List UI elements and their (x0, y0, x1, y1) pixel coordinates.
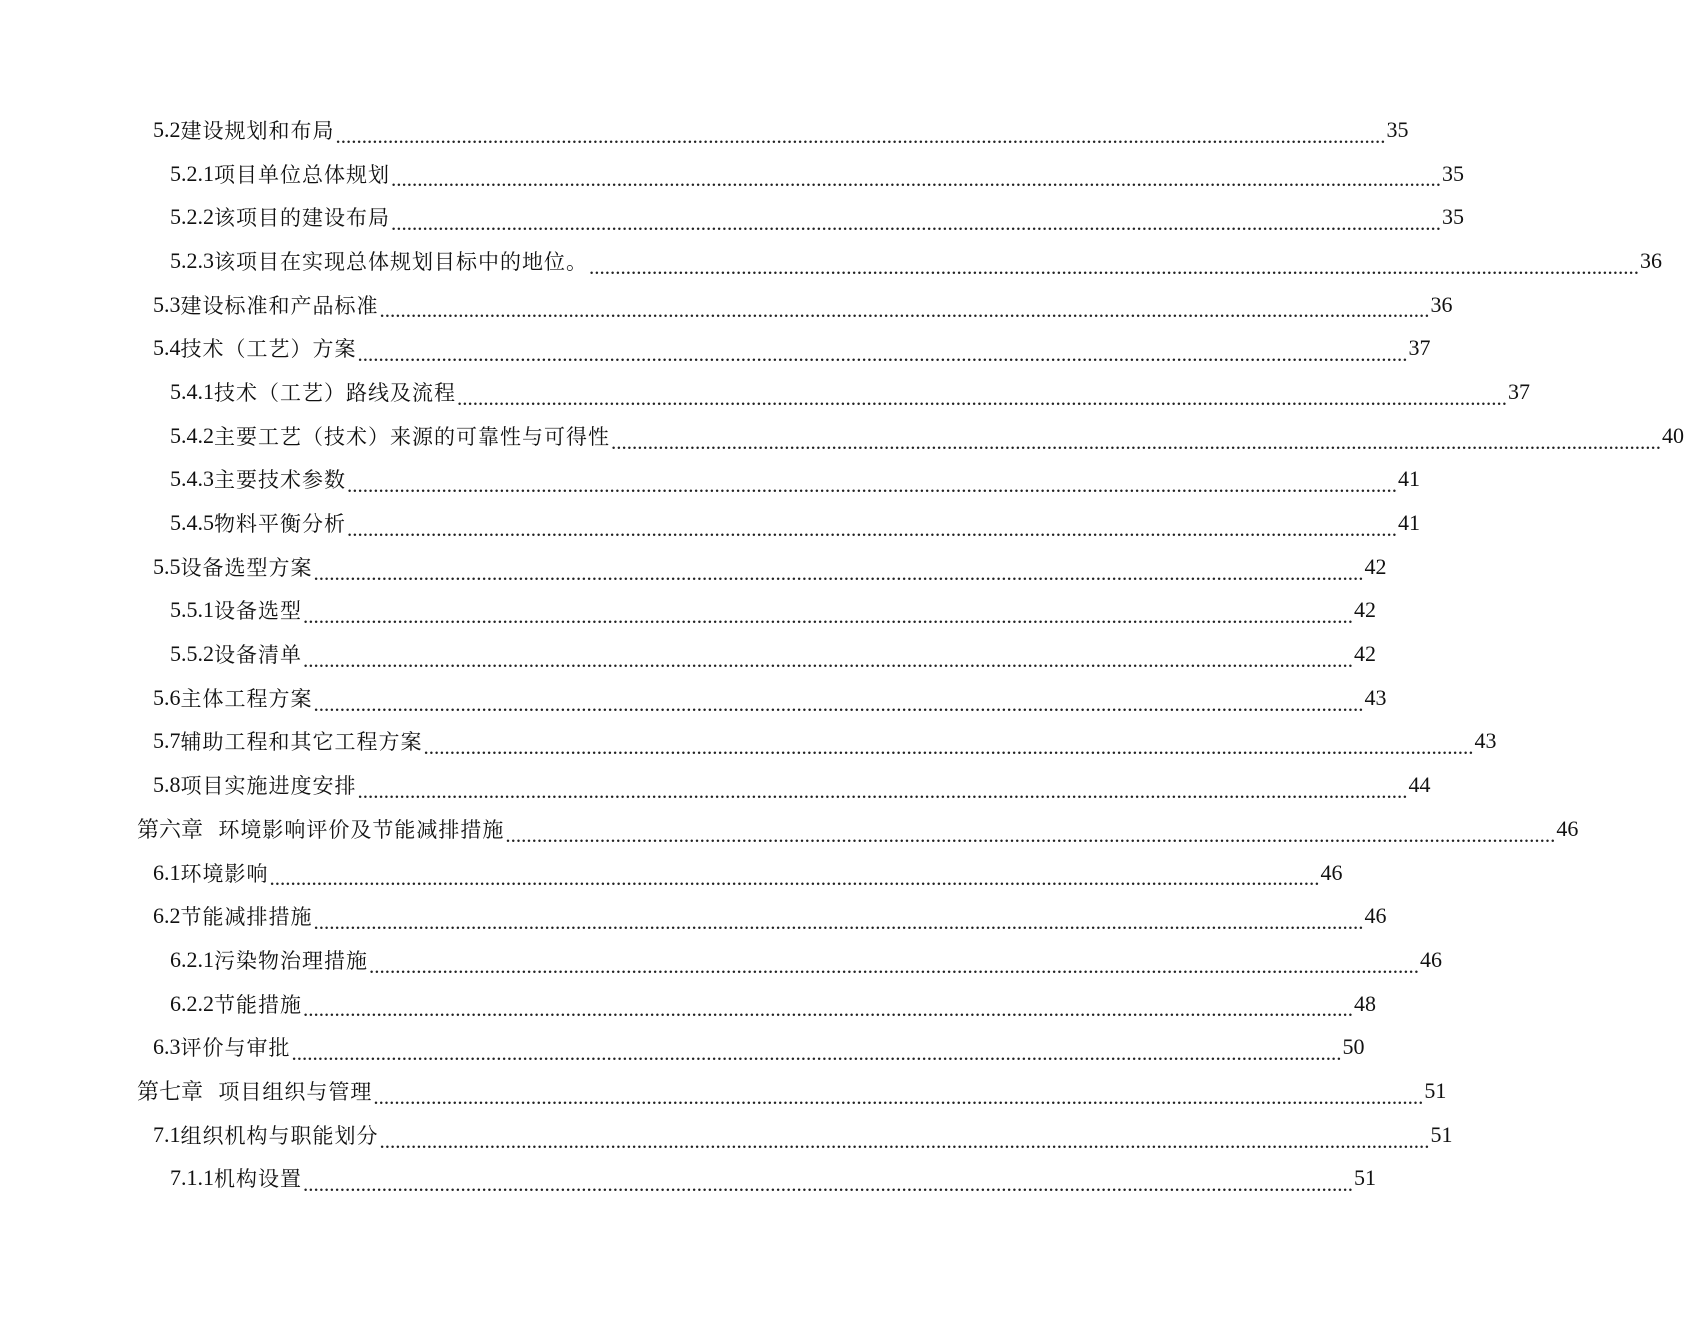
toc-entry-number: 5.4.1 (170, 378, 214, 404)
toc-dot-leader: ........................................................................................................................................................................................................ (589, 254, 1639, 279)
toc-entry-title: 项目单位总体规划 (214, 162, 390, 187)
toc-entry-title: 机构设置 (214, 1167, 302, 1192)
toc-entry-title: 环境影响 (180, 861, 269, 886)
toc-chapter-number: 第七章 (137, 1079, 204, 1105)
toc-entry[interactable] (0, 545, 1387, 589)
toc-entry[interactable] (0, 763, 1431, 807)
toc-entry[interactable] (0, 370, 1530, 414)
toc-dot-leader: ........................................................................................................................................................................................................ (335, 123, 1386, 148)
toc-dot-leader: ........................................................................................................................................................................................................ (347, 473, 1397, 498)
toc-entry[interactable] (0, 1157, 1376, 1201)
toc-entry-number: 5.5 (153, 553, 181, 579)
toc-entry-page: 37 (1508, 378, 1530, 404)
toc-entry-page: 46 (1320, 859, 1343, 885)
toc-entry[interactable] (0, 108, 1409, 152)
toc-entry-number: 5.5.2 (170, 641, 214, 667)
toc-entry-title: 物料平衡分析 (214, 512, 346, 537)
toc-entry-page: 41 (1398, 510, 1420, 536)
toc-entry[interactable] (0, 851, 1343, 895)
toc-entry-title: 节能减排措施 (180, 905, 313, 930)
toc-dot-leader: ........................................................................................................................................................................................................ (313, 560, 1364, 585)
toc-entry-title: 组织机构与职能划分 (180, 1123, 379, 1148)
toc-dot-leader: ........................................................................................................................................................................................................ (391, 211, 1441, 236)
toc-entry-number: 6.2.2 (170, 990, 214, 1016)
toc-dot-leader: ........................................................................................................................................................................................................ (313, 910, 1364, 935)
toc-dot-leader: ........................................................................................................................................................................................................ (423, 735, 1474, 760)
toc-entry-number: 6.2.1 (170, 946, 214, 972)
toc-entry-number: 7.1 (153, 1121, 181, 1147)
toc-entry[interactable] (0, 195, 1464, 239)
toc-entry-title: 辅助工程和其它工程方案 (180, 730, 423, 755)
toc-entry-page: 46 (1420, 946, 1442, 972)
toc-entry-page: 35 (1386, 116, 1409, 142)
toc-entry[interactable] (0, 414, 1684, 458)
toc-entry-number: 5.4.5 (170, 510, 214, 536)
toc-entry-number: 5.6 (153, 684, 181, 710)
toc-entry-page: 44 (1408, 772, 1431, 798)
toc-dot-leader: ........................................................................................................................................................................................................ (357, 342, 1408, 367)
toc-dot-leader: ........................................................................................................................................................................................................ (357, 779, 1408, 803)
toc-entry-page: 51 (1354, 1165, 1376, 1191)
toc-entry-number: 5.7 (153, 728, 181, 754)
toc-entry-title: 设备选型 (214, 599, 302, 624)
toc-entry-number: 5.2.2 (170, 204, 214, 230)
toc-entry-page: 35 (1442, 160, 1464, 186)
toc-entry-page: 43 (1364, 684, 1387, 710)
toc-entry[interactable] (0, 1025, 1365, 1069)
toc-dot-leader: ........................................................................................................................................................................................................ (303, 647, 1353, 672)
toc-entry-title: 该项目的建设布局 (214, 206, 390, 231)
toc-entry-page: 37 (1408, 335, 1431, 361)
toc-entry-title: 建设规划和布局 (180, 118, 335, 143)
toc-entry-number: 5.4.3 (170, 466, 214, 492)
toc-entry[interactable] (0, 982, 1376, 1026)
toc-entry[interactable] (0, 326, 1431, 370)
toc-entry-page: 51 (1430, 1121, 1453, 1147)
toc-entry[interactable] (0, 938, 1442, 982)
toc-dot-leader: ........................................................................................................................................................................................................ (457, 385, 1507, 410)
toc-entry-number: 7.1.1 (170, 1165, 214, 1191)
toc-entry-title: 环境影响评价及节能减排措施 (203, 817, 505, 842)
toc-entry-title: 项目实施进度安排 (180, 774, 357, 799)
toc-entry-number: 5.2 (153, 116, 181, 142)
toc-entry-title: 技术（工艺）方案 (180, 337, 357, 362)
toc-entry-title: 污染物治理措施 (214, 948, 368, 973)
toc-entry-page: 42 (1364, 553, 1387, 579)
toc-entry-page: 36 (1640, 247, 1662, 273)
table-of-contents (0, 108, 1684, 1200)
toc-entry-title: 该项目在实现总体规划目标中的地位。 (214, 249, 588, 274)
toc-entry-title: 技术（工艺）路线及流程 (214, 380, 456, 405)
toc-entry-title: 主要技术参数 (214, 468, 346, 493)
toc-entry-title: 设备选型方案 (180, 555, 313, 580)
toc-dot-leader: ........................................................................................................................................................................................................ (347, 516, 1397, 541)
toc-dot-leader: ........................................................................................................................................................................................................ (391, 167, 1441, 192)
toc-entry-title: 主要工艺（技术）来源的可靠性与可得性 (214, 424, 610, 449)
toc-entry-page: 36 (1430, 291, 1453, 317)
toc-entry[interactable] (0, 632, 1376, 676)
toc-entry[interactable] (0, 676, 1387, 720)
toc-dot-leader: ........................................................................................................................................................................................................ (303, 604, 1353, 629)
toc-entry-number: 6.3 (153, 1034, 181, 1060)
toc-entry-page: 51 (1424, 1077, 1447, 1103)
toc-entry-page: 40 (1662, 422, 1684, 448)
toc-entry-number: 5.3 (153, 291, 181, 317)
toc-entry-number: 5.4.2 (170, 422, 214, 448)
toc-dot-leader: ........................................................................................................................................................................................................ (303, 1172, 1353, 1197)
toc-entry-page: 42 (1354, 597, 1376, 623)
toc-entry-page: 43 (1474, 728, 1497, 754)
toc-entry-number: 5.8 (153, 772, 181, 798)
toc-entry-number: 5.5.1 (170, 597, 214, 623)
toc-entry[interactable] (0, 283, 1453, 327)
toc-entry[interactable] (0, 458, 1420, 502)
toc-dot-leader: ........................................................................................................................................................................................................ (505, 822, 1556, 847)
toc-dot-leader: ........................................................................................................................................................................................................ (379, 1128, 1430, 1153)
toc-entry-title: 主体工程方案 (180, 686, 313, 711)
toc-entry-page: 35 (1442, 204, 1464, 230)
toc-dot-leader: ........................................................................................................................................................................................................ (373, 1084, 1424, 1109)
toc-dot-leader: ........................................................................................................................................................................................................ (369, 953, 1419, 978)
toc-entry-page: 50 (1342, 1034, 1365, 1060)
toc-chapter-entry[interactable] (0, 807, 1579, 851)
toc-entry[interactable] (0, 501, 1420, 545)
toc-dot-leader: ........................................................................................................................................................................................................ (611, 429, 1661, 454)
toc-entry-page: 42 (1354, 641, 1376, 667)
toc-entry-page: 41 (1398, 466, 1420, 492)
toc-entry-title: 项目组织与管理 (203, 1079, 373, 1104)
toc-entry-number: 5.2.3 (170, 247, 214, 273)
toc-entry-title: 节能措施 (214, 992, 302, 1017)
toc-dot-leader: ........................................................................................................................................................................................................ (303, 997, 1353, 1022)
toc-chapter-number: 第六章 (137, 817, 204, 843)
toc-entry[interactable] (0, 720, 1497, 764)
toc-dot-leader: ........................................................................................................................................................................................................ (379, 298, 1430, 323)
toc-entry[interactable] (0, 152, 1464, 196)
toc-dot-leader: ........................................................................................................................................................................................................ (313, 691, 1364, 716)
toc-entry-page: 46 (1556, 815, 1579, 841)
toc-entry-title: 设备清单 (214, 643, 302, 668)
toc-entry[interactable] (0, 1113, 1453, 1157)
toc-entry[interactable] (0, 239, 1662, 283)
toc-entry-number: 6.1 (153, 859, 181, 885)
toc-entry[interactable] (0, 589, 1376, 633)
toc-entry-number: 5.2.1 (170, 160, 214, 186)
toc-entry-number: 5.4 (153, 335, 181, 361)
toc-entry-title: 评价与审批 (180, 1036, 291, 1061)
toc-entry[interactable] (0, 894, 1387, 938)
toc-entry-page: 46 (1364, 903, 1387, 929)
toc-dot-leader: ........................................................................................................................................................................................................ (291, 1041, 1342, 1066)
toc-entry-page: 48 (1354, 990, 1376, 1016)
toc-dot-leader: ........................................................................................................................................................................................................ (269, 866, 1320, 891)
toc-chapter-entry[interactable] (0, 1069, 1447, 1113)
toc-entry-number: 6.2 (153, 903, 181, 929)
toc-entry-title: 建设标准和产品标准 (180, 293, 379, 318)
